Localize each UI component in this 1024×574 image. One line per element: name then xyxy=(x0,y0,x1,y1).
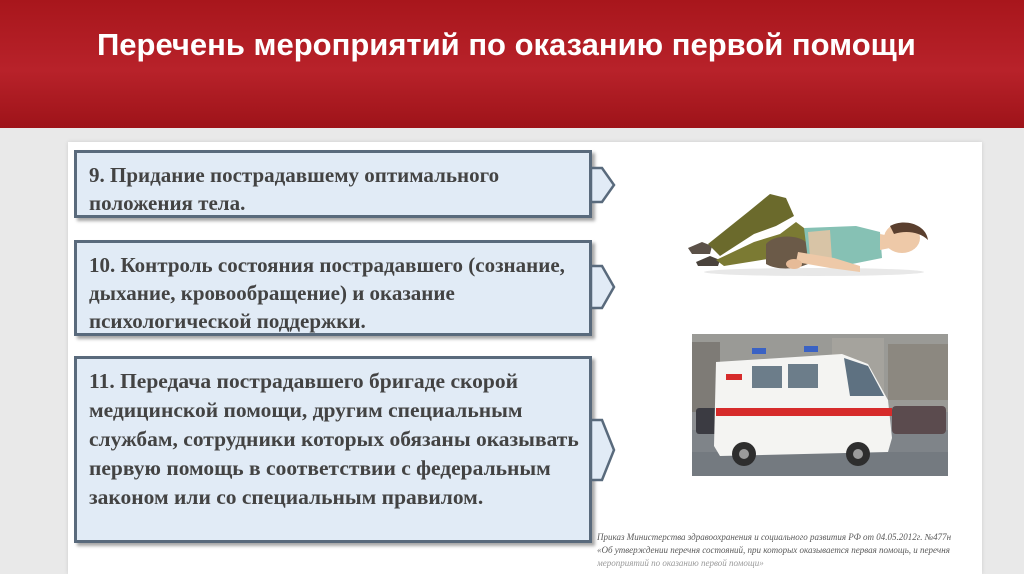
chevron-right-icon xyxy=(590,264,616,310)
injured-person-illustration xyxy=(684,186,936,280)
step-9-text: 9. Придание пострадавшему оптимального положения тела. xyxy=(89,163,500,215)
chevron-right-icon xyxy=(590,166,616,204)
footnote-line-2: «Об утверждении перечня состояний, при которых оказывается первая помощь, и перечня xyxy=(597,545,950,555)
step-11-box xyxy=(74,356,592,543)
step-10-text: 10. Контроль состояния пострадавшего (сознание, дыхание, кровообращение) и оказание психологической поддержки. xyxy=(89,253,565,333)
step-11-text: 11. Передача пострадавшего бригаде скорой медицинской помощи, другим специальным службам, сотрудники которых обязаны оказывать первую помощь в соответствии с федеральным законом или со специальным правилом. xyxy=(89,369,579,509)
source-footnote xyxy=(597,531,993,570)
footnote-line-1: Приказ Министерства здравоохранения и социального развития РФ от 04.05.2012г. №477н xyxy=(597,532,952,542)
ambulance-photo xyxy=(692,334,948,476)
chevron-right-icon xyxy=(590,418,616,482)
title-bar xyxy=(0,0,1024,128)
footnote-line-3: мероприятий по оказанию первой помощи» xyxy=(597,558,764,568)
step-9-box xyxy=(74,150,592,218)
slide-title: Перечень мероприятий по оказанию первой помощи xyxy=(97,27,916,62)
step-10-box xyxy=(74,240,592,336)
